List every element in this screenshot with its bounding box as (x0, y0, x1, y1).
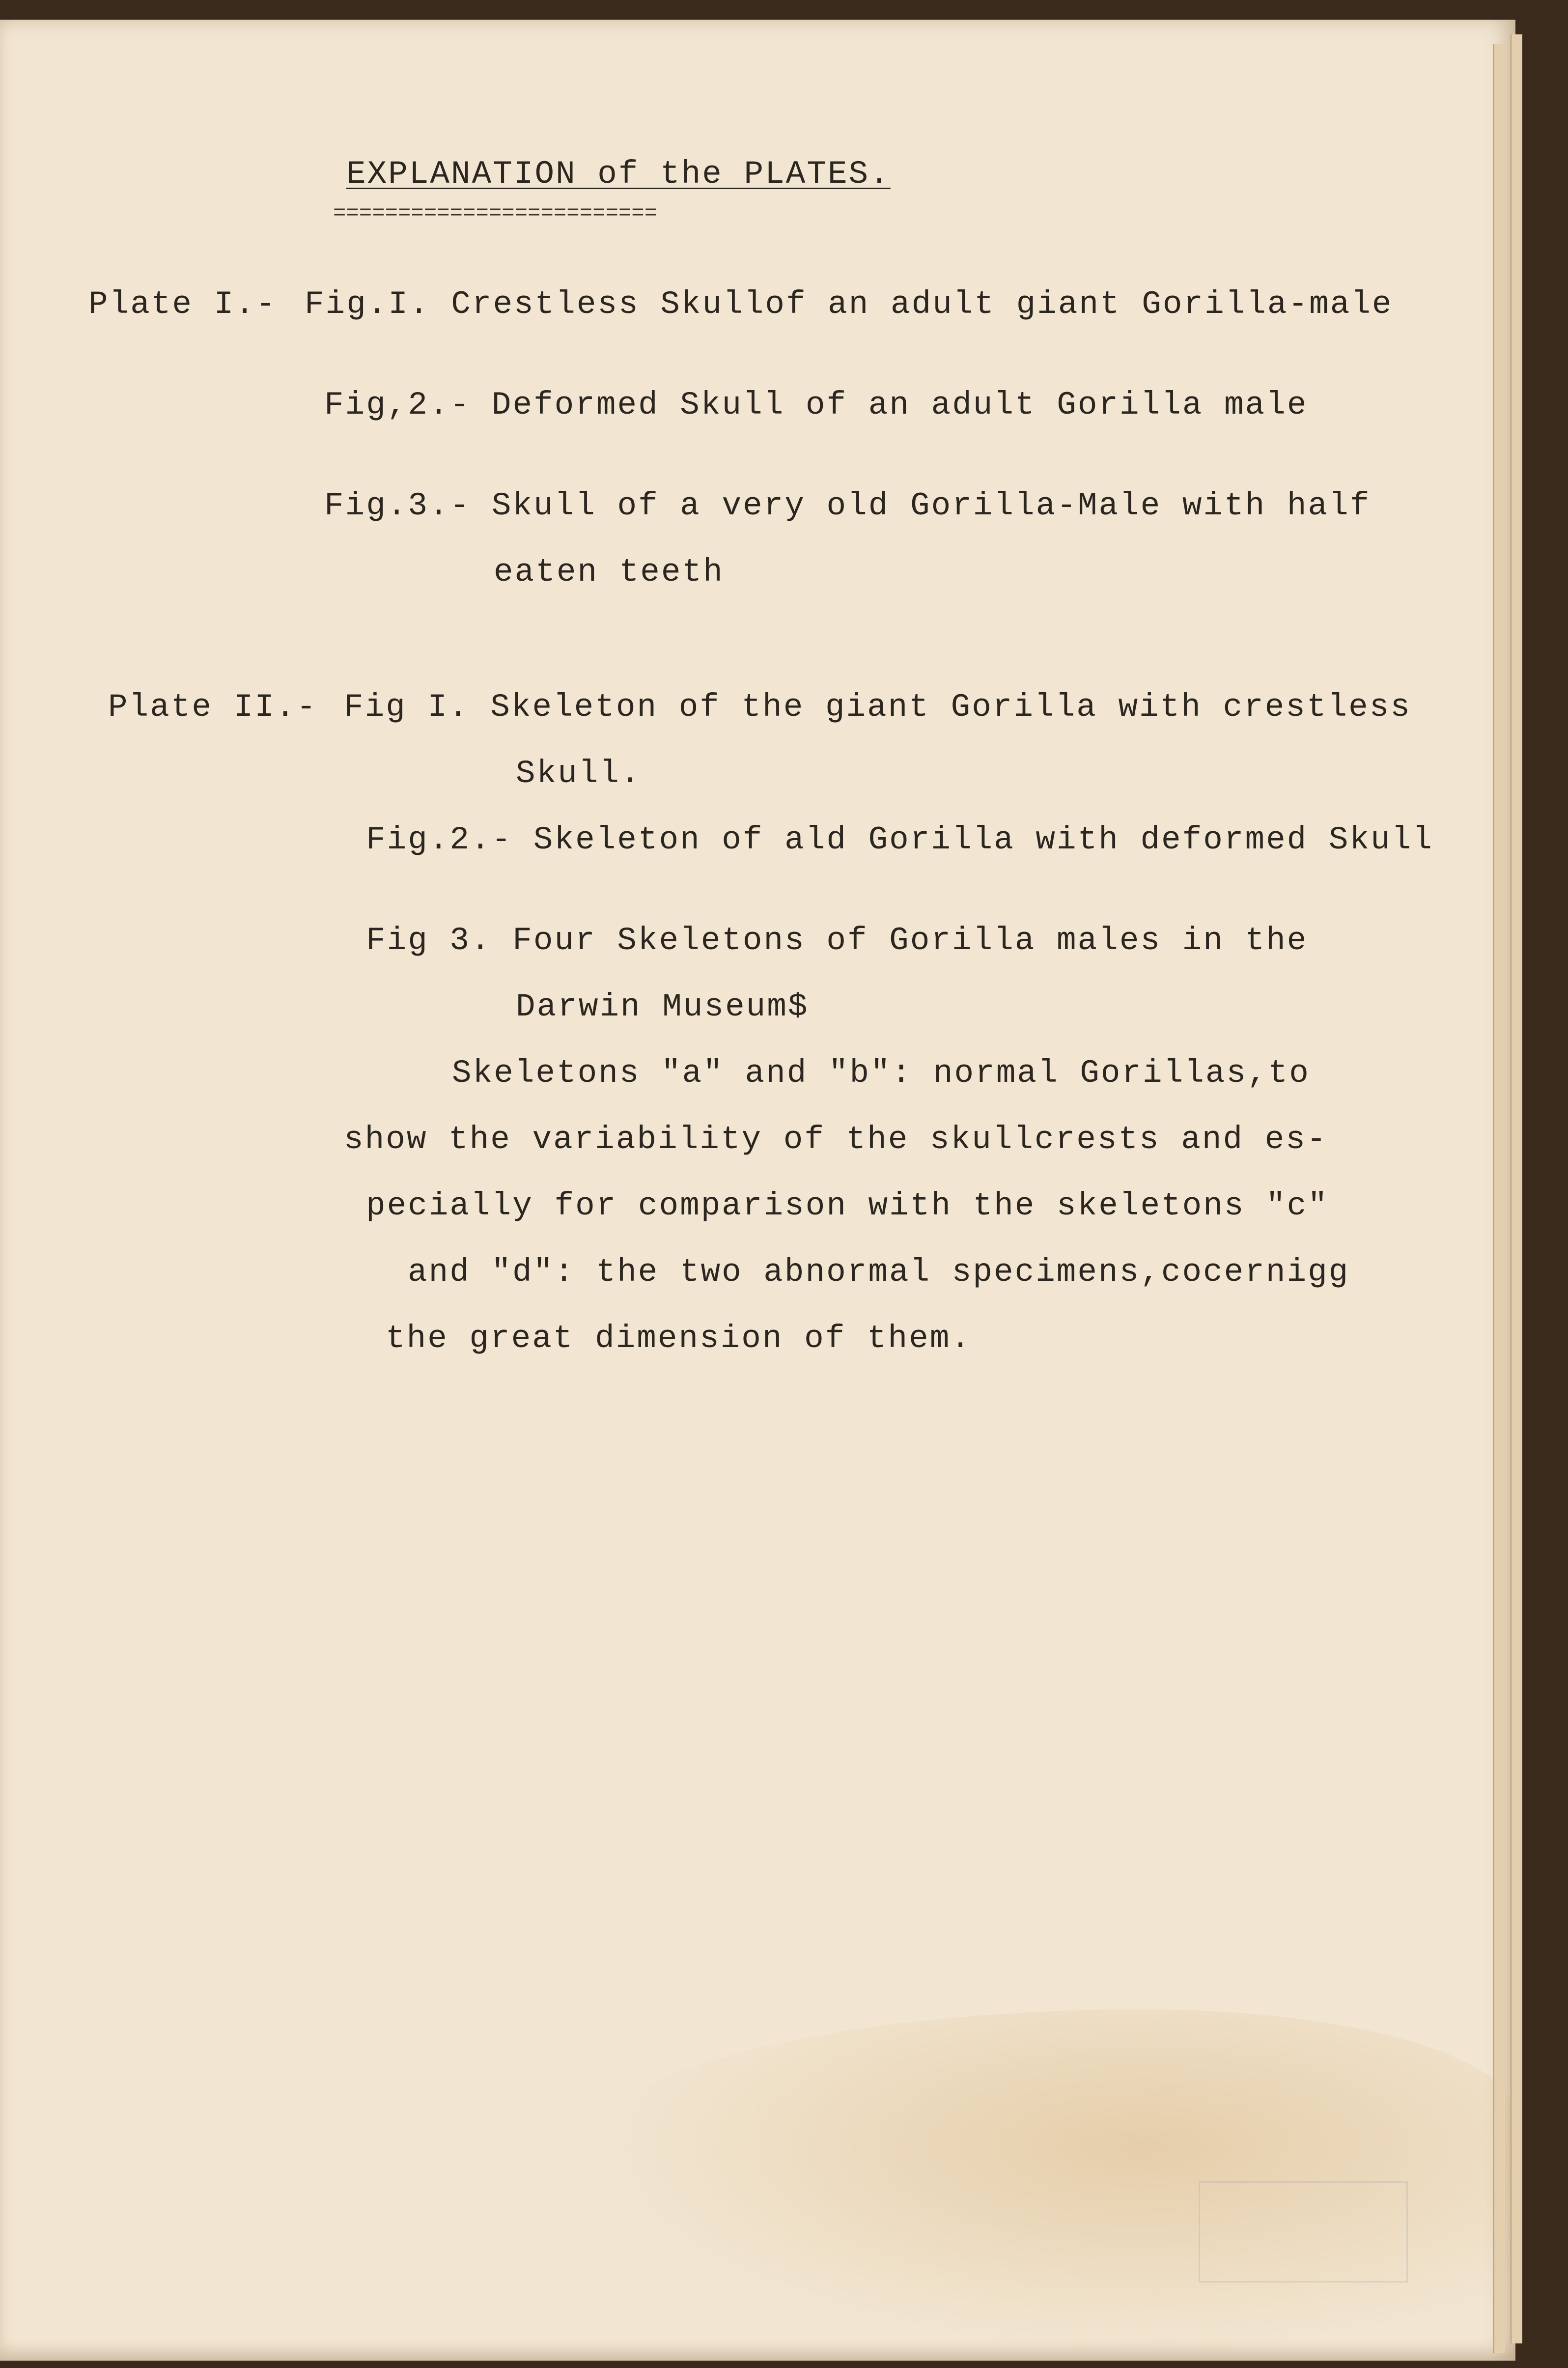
plate-2-label: Plate II.- (108, 689, 318, 726)
faint-stamp (1199, 2181, 1408, 2283)
plate-1-fig-2-line: Fig,2.- Deformed Skull of an adult Gorilla male (324, 387, 1308, 423)
plate-2-fig-2-line: Fig.2.- Skeleton of ald Gorilla with deformed Skull (366, 821, 1433, 858)
plate-1-fig-3-line: Fig.3.- Skull of a very old Gorilla-Male with half (324, 487, 1371, 524)
plate-2-fig-1-line: Skull. (516, 755, 642, 792)
plate-2-fig-3-line: pecially for comparison with the skeletons "c" (366, 1187, 1329, 1224)
title-rule: ========================= (333, 201, 658, 226)
plate-1-fig-3-line: eaten teeth (494, 554, 724, 591)
page-title: EXPLANATION of the PLATES. (346, 156, 891, 193)
plate-2-fig-3-line: the great dimension of them. (386, 1320, 972, 1357)
plate-1-label: Plate I.- (88, 286, 277, 323)
plate-2-fig-3-line: Fig 3. Four Skeletons of Gorilla males in the (366, 922, 1308, 959)
page-edge (1511, 34, 1522, 2343)
plate-2-fig-3-line: Skeletons "a" and "b": normal Gorillas,to (452, 1055, 1310, 1092)
plate-2-fig-3-line: and "d": the two abnormal specimens,cocernigg (408, 1254, 1350, 1291)
page-edge (1493, 44, 1505, 2353)
plate-2-fig-3-line: show the variability of the skullcrests and es- (344, 1121, 1328, 1158)
plate-2-fig-1-line: Fig I. Skeleton of the giant Gorilla with crestless (344, 689, 1411, 726)
plate-1-fig-1-line: Fig.I. Crestless Skullof an adult giant Gorilla-male (305, 286, 1393, 323)
plate-2-fig-3-line: Darwin Museum$ (516, 988, 809, 1025)
